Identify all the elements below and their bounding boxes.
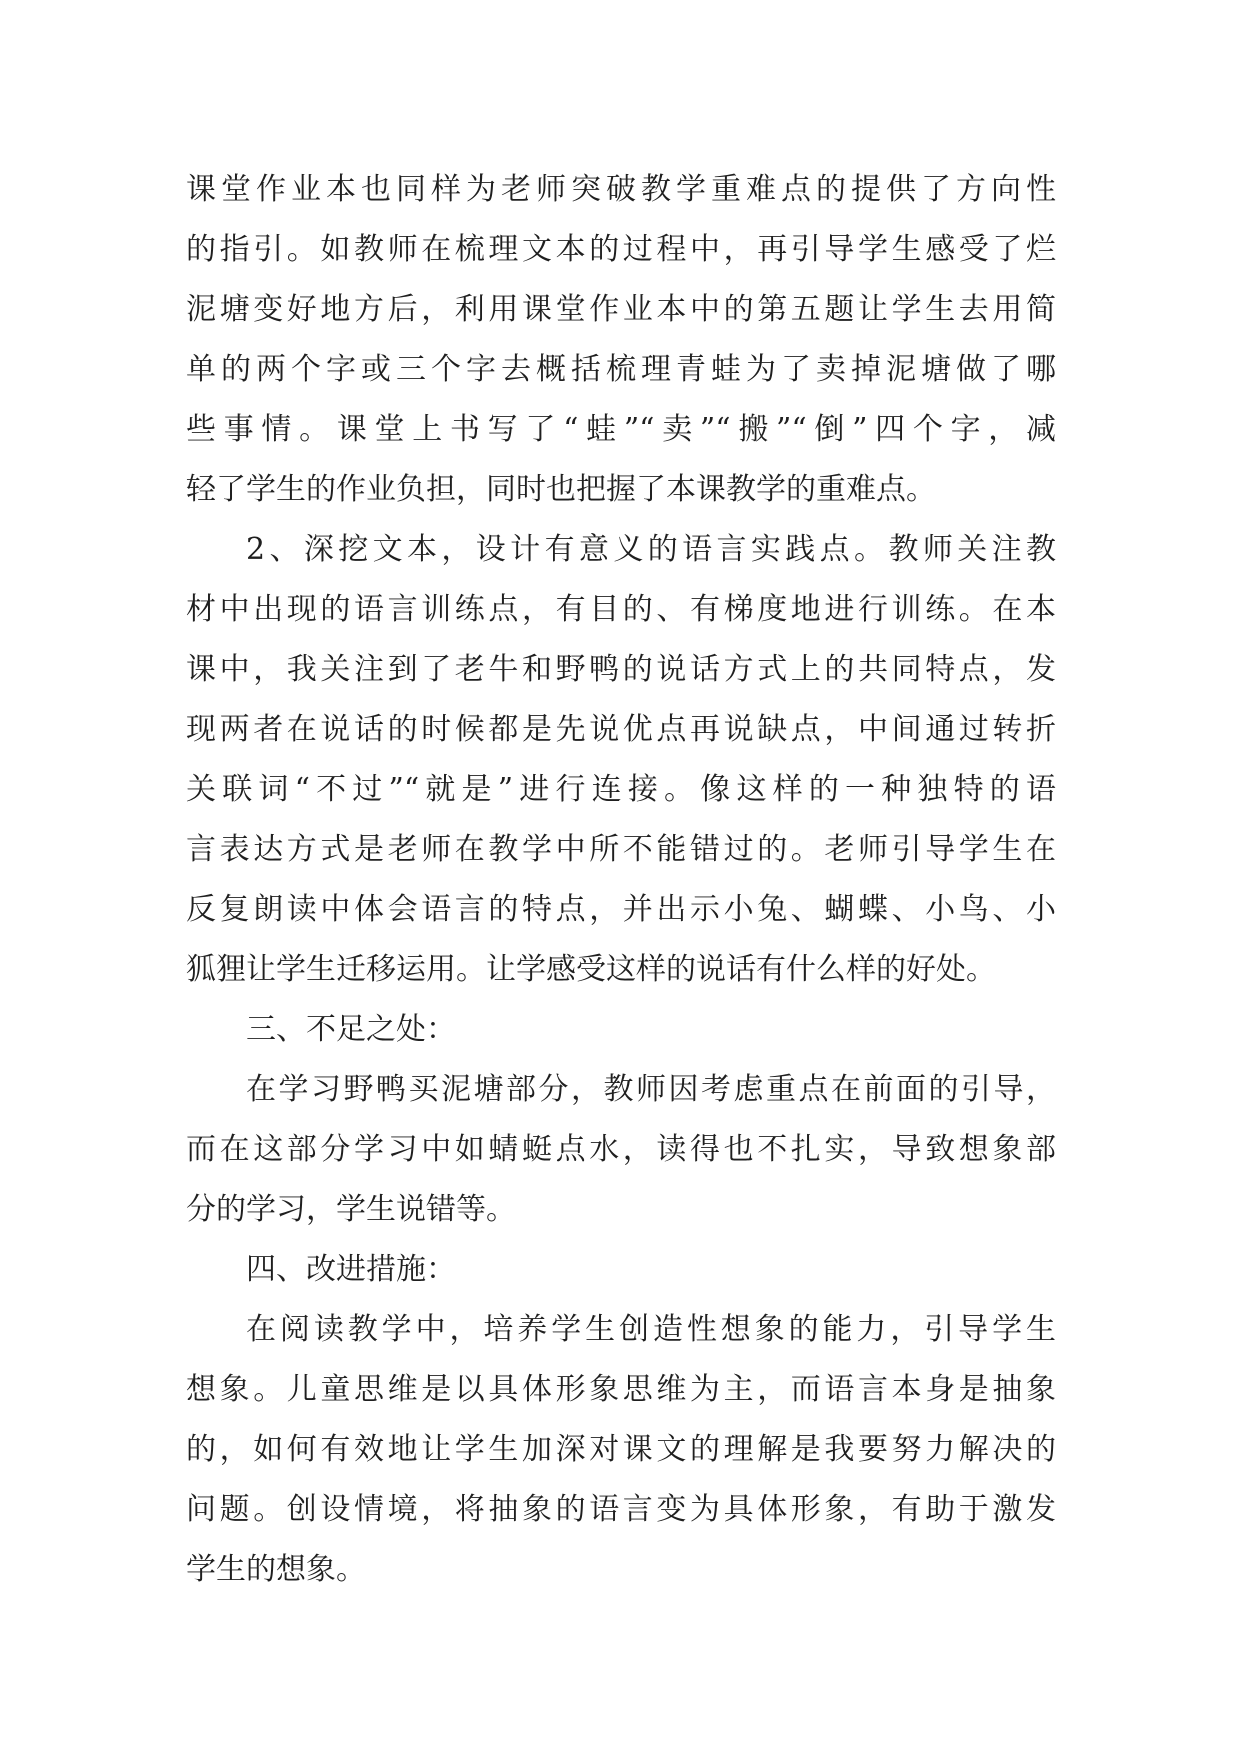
text-line: 问题。创设情境，将抽象的语言变为具体形象，有助于激发 xyxy=(186,1492,1056,1527)
text-line: 关联词“不过”“就是”进行连接。像这样的一种独特的语 xyxy=(186,772,1056,807)
text-line: 的，如何有效地让学生加深对课文的理解是我要努力解决的 xyxy=(186,1432,1056,1467)
document-body xyxy=(186,160,1056,1600)
text-line: 的指引。如教师在梳理文本的过程中，再引导学生感受了烂 xyxy=(186,232,1056,267)
section-heading: 三、不足之处： xyxy=(246,1012,456,1047)
text-line: 单的两个字或三个字去概括梳理青蛙为了卖掉泥塘做了哪 xyxy=(186,352,1056,387)
text-line: 分的学习，学生说错等。 xyxy=(186,1192,516,1227)
text-line: 课堂作业本也同样为老师突破教学重难点的提供了方向性 xyxy=(186,172,1056,207)
text-line: 泥塘变好地方后，利用课堂作业本中的第五题让学生去用简 xyxy=(186,292,1056,327)
text-line: 学生的想象。 xyxy=(186,1552,366,1587)
text-line: 现两者在说话的时候都是先说优点再说缺点，中间通过转折 xyxy=(186,712,1056,747)
paragraph-start-line: 2、深挖文本，设计有意义的语言实践点。教师关注教 xyxy=(246,532,1056,567)
text-line: 想象。儿童思维是以具体形象思维为主，而语言本身是抽象 xyxy=(186,1372,1056,1407)
paragraph-start-line: 在学习野鸭买泥塘部分，教师因考虑重点在前面的引导， xyxy=(246,1072,1056,1107)
text-line: 材中出现的语言训练点，有目的、有梯度地进行训练。在本 xyxy=(186,592,1056,627)
text-line: 些事情。课堂上书写了“蛙”“卖”“搬”“倒”四个字，减 xyxy=(186,412,1056,447)
text-line: 反复朗读中体会语言的特点，并出示小兔、蝴蝶、小鸟、小 xyxy=(186,892,1056,927)
section-heading: 四、改进措施： xyxy=(246,1252,456,1287)
text-line: 言表达方式是老师在教学中所不能错过的。老师引导学生在 xyxy=(186,832,1056,867)
text-line: 课中，我关注到了老牛和野鸭的说话方式上的共同特点，发 xyxy=(186,652,1056,687)
text-line: 轻了学生的作业负担，同时也把握了本课教学的重难点。 xyxy=(186,472,936,507)
text-line: 狐狸让学生迁移运用。让学感受这样的说话有什么样的好处。 xyxy=(186,952,996,987)
text-line: 而在这部分学习中如蜻蜓点水，读得也不扎实，导致想象部 xyxy=(186,1132,1056,1167)
paragraph-start-line: 在阅读教学中，培养学生创造性想象的能力，引导学生 xyxy=(246,1312,1056,1347)
